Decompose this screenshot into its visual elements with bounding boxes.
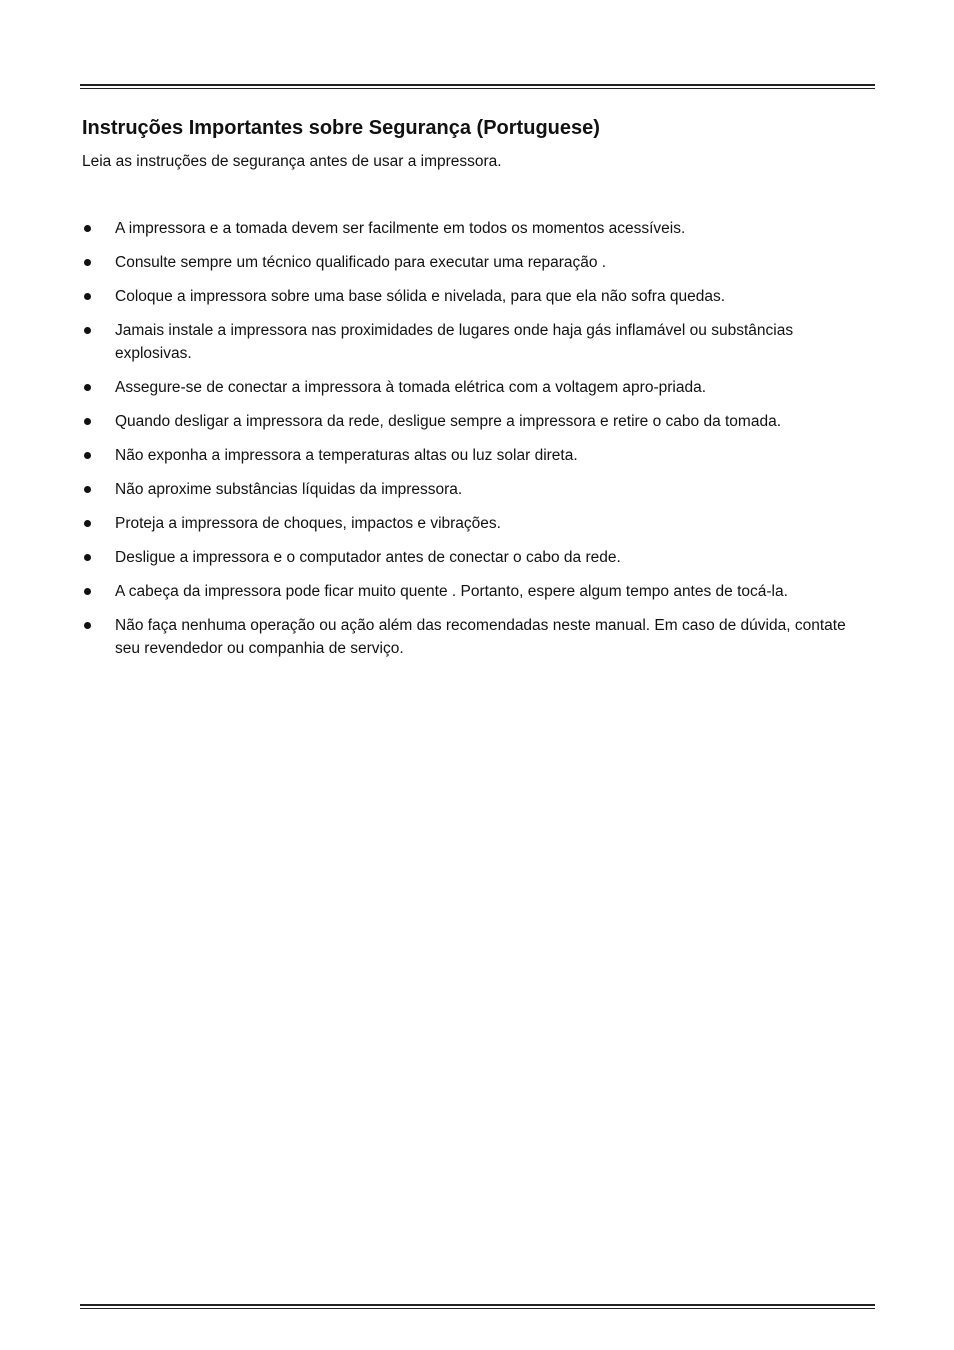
list-item-text: A impressora e a tomada devem ser facilmente em todos os momentos acessíveis. xyxy=(115,220,686,237)
list-item-text: Assegure-se de conectar a impressora à tomada elétrica com a voltagem apro-priada. xyxy=(115,379,707,396)
list-item-text: A cabeça da impressora pode ficar muito quente . Portanto, espere algum tempo antes de tocá-la. xyxy=(115,583,788,600)
list-item xyxy=(82,251,872,274)
bullet-icon xyxy=(84,520,91,527)
list-item-text: Coloque a impressora sobre uma base sólida e nivelada, para que ela não sofra quedas. xyxy=(115,288,726,305)
list-item-text: Jamais instale a impressora nas proximidades de lugares onde haja gás inflamável ou substâncias explosivas. xyxy=(115,322,794,362)
bullet-icon xyxy=(84,293,91,300)
list-item-text: Não aproxime substâncias líquidas da impressora. xyxy=(115,481,463,498)
list-item xyxy=(82,580,872,603)
bullet-icon xyxy=(84,588,91,595)
bullet-icon xyxy=(84,554,91,561)
bullet-icon xyxy=(84,452,91,459)
header-rule xyxy=(80,84,875,89)
list-item xyxy=(82,546,872,569)
list-item xyxy=(82,410,872,433)
list-item xyxy=(82,614,872,660)
bullet-icon xyxy=(84,259,91,266)
list-item-text: Proteja a impressora de choques, impactos e vibrações. xyxy=(115,515,501,532)
list-item-text: Quando desligar a impressora da rede, desligue sempre a impressora e retire o cabo da tomada. xyxy=(115,413,782,430)
list-item-text: Não exponha a impressora a temperaturas altas ou luz solar direta. xyxy=(115,447,578,464)
bullet-icon xyxy=(84,418,91,425)
list-item xyxy=(82,444,872,467)
list-item-text: Consulte sempre um técnico qualificado para executar uma reparação . xyxy=(115,254,607,271)
list-item xyxy=(82,319,872,365)
list-item-text: Não faça nenhuma operação ou ação além das recomendadas neste manual. Em caso de dúvida, contate seu revendedor ou companhia de serviço. xyxy=(115,617,846,657)
section-title: Instruções Importantes sobre Segurança (Portuguese) xyxy=(82,117,600,139)
bullet-icon xyxy=(84,225,91,232)
document-body xyxy=(82,114,872,671)
bullet-icon xyxy=(84,384,91,391)
list-item xyxy=(82,512,872,535)
list-item xyxy=(82,217,872,240)
list-item-text: Desligue a impressora e o computador antes de conectar o cabo da rede. xyxy=(115,549,621,566)
list-item xyxy=(82,376,872,399)
safety-list xyxy=(82,217,872,660)
footer-rule xyxy=(80,1304,875,1309)
intro-text: Leia as instruções de segurança antes de usar a impressora. xyxy=(82,153,502,170)
list-item xyxy=(82,478,872,501)
bullet-icon xyxy=(84,486,91,493)
list-item xyxy=(82,285,872,308)
bullet-icon xyxy=(84,327,91,334)
bullet-icon xyxy=(84,622,91,629)
